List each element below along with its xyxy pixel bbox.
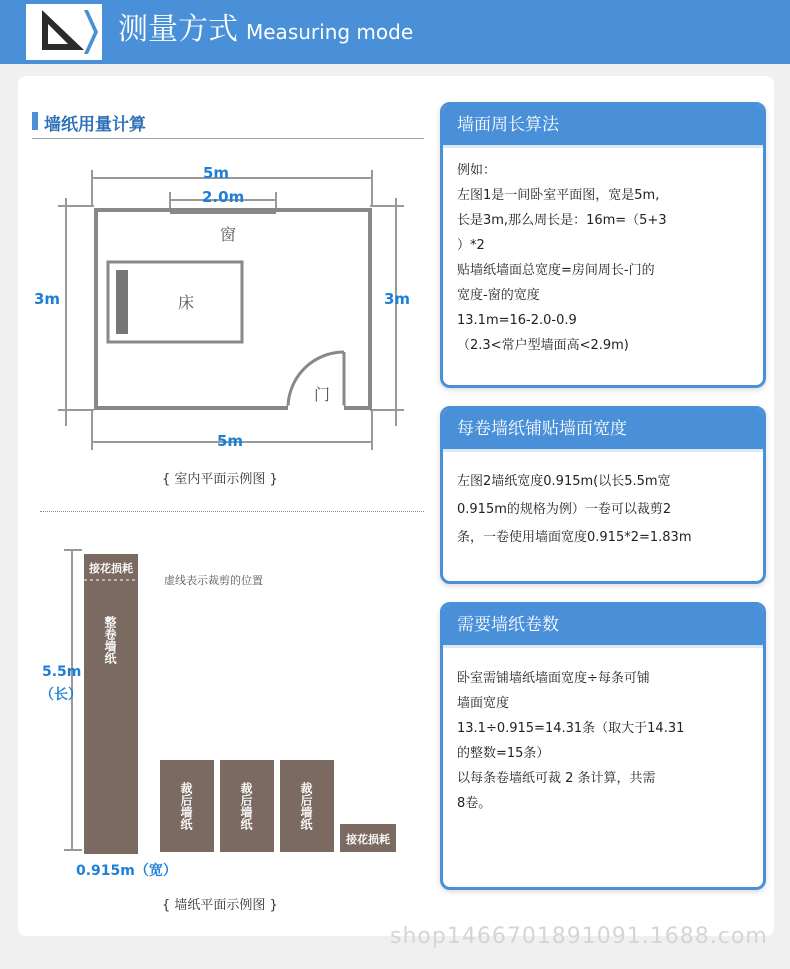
card-line: 墙面宽度	[457, 696, 510, 711]
watermark-text: shop1466701891091.1688.com	[390, 924, 768, 949]
card-title: 每卷墙纸铺贴墙面宽度	[443, 409, 763, 452]
card-line: 贴墙纸墙面总宽度=房间周长-门的	[457, 263, 655, 278]
bed-label: 床	[178, 293, 195, 312]
ruler-logo-icon	[26, 4, 102, 60]
floor-plan-caption: { 室内平面示例图 }	[162, 472, 278, 487]
window-label: 窗	[220, 225, 237, 244]
card-roll-count	[440, 602, 766, 890]
page-title-cn: 测量方式	[118, 12, 238, 47]
card-title: 需要墙纸卷数	[443, 605, 763, 648]
card-line: （2.3<常户型墙面高<2.9m)	[457, 338, 629, 353]
card-body	[443, 148, 763, 368]
card-line: 以每条卷墙纸可裁 2 条计算，共需	[457, 771, 656, 786]
card-line: 8卷。	[457, 796, 492, 811]
page-title-en: Measuring mode	[246, 20, 414, 44]
page-title	[118, 10, 413, 52]
card-line: 长是3m,那么周长是：16m=（5+3	[457, 213, 667, 228]
card-line: ）*2	[457, 238, 485, 253]
card-title: 墙面周长算法	[443, 105, 763, 148]
cut-strip-1: 裁后墙纸	[179, 782, 193, 830]
card-line: 的整数=15条）	[457, 746, 550, 761]
cut-strip-2: 裁后墙纸	[239, 782, 253, 830]
card-line: 13.1÷0.915=14.31条（取大于14.31	[457, 721, 685, 736]
section-title: 墙纸用量计算	[44, 115, 146, 135]
card-perimeter	[440, 102, 766, 388]
joint-loss-label: 接花损耗	[346, 833, 390, 846]
roll-length: 5.5m	[42, 664, 82, 680]
card-line: 左图2墙纸宽度0.915m(以长5.5m宽	[457, 474, 671, 489]
dim-height-right: 3m	[384, 290, 411, 308]
card-body	[443, 648, 763, 826]
card-body	[443, 452, 763, 562]
page-header	[0, 0, 790, 64]
dim-window-width: 2.0m	[202, 188, 245, 206]
dim-height-left: 3m	[34, 290, 61, 308]
wallpaper-diagram	[18, 76, 438, 936]
full-strip-label: 整卷墙纸	[103, 616, 117, 664]
roll-length-sub: （长）	[40, 687, 82, 703]
card-line: 0.915m的规格为例）一卷可以裁剪2	[457, 502, 672, 517]
pattern-loss-top: 接花损耗	[89, 562, 133, 575]
roll-width: 0.915m（宽）	[76, 863, 177, 879]
card-line: 13.1m=16-2.0-0.9	[457, 313, 577, 328]
card-line: 条，一卷使用墙面宽度0.915*2=1.83m	[457, 530, 692, 545]
card-line: 宽度-窗的宽度	[457, 288, 540, 303]
card-line: 例如：	[457, 163, 497, 178]
cut-strip-3: 裁后墙纸	[299, 782, 313, 830]
wallpaper-caption: { 墙纸平面示例图 }	[162, 898, 278, 913]
card-roll-width	[440, 406, 766, 584]
main-panel	[18, 76, 774, 936]
door-label: 门	[314, 385, 331, 404]
card-line: 左图1是一间卧室平面图，宽是5m,	[457, 188, 660, 203]
card-line: 卧室需铺墙纸墙面宽度÷每条可铺	[457, 671, 650, 686]
dim-width-bottom: 5m	[217, 432, 244, 450]
cut-line-note: 虚线表示裁剪的位置	[164, 574, 263, 587]
dim-width-top: 5m	[203, 164, 230, 182]
